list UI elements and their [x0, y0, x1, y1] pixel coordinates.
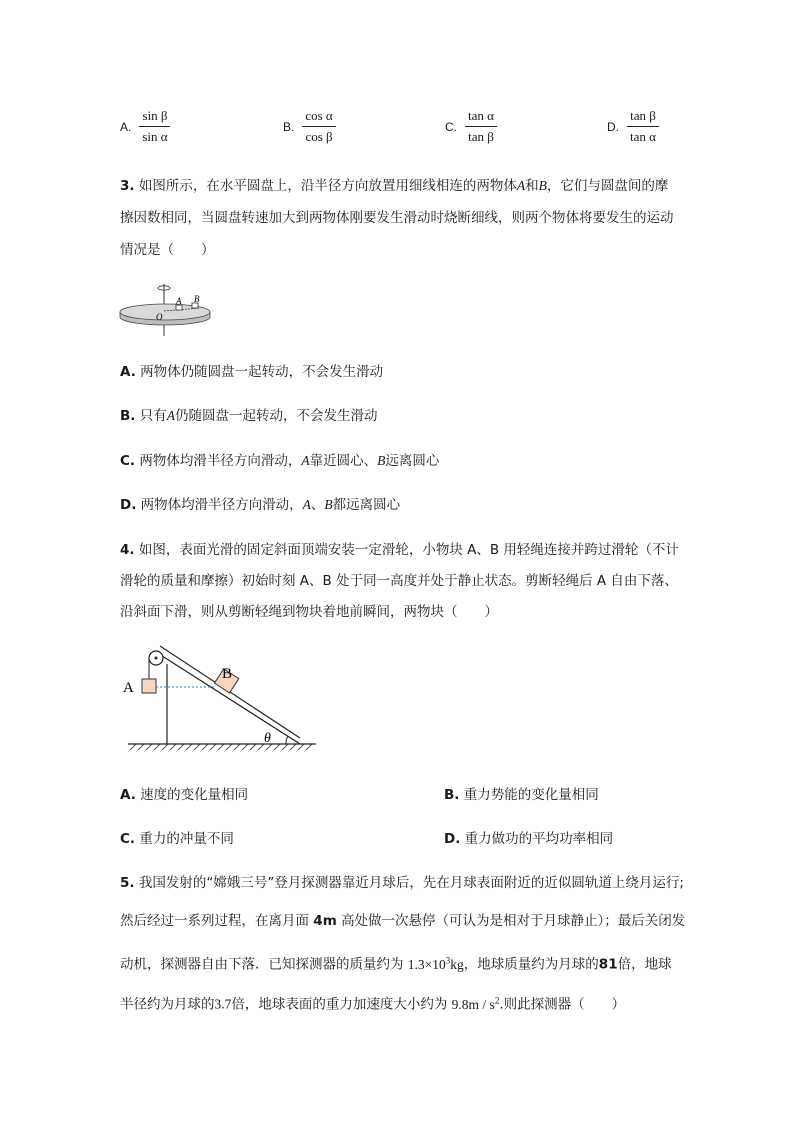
q2-option-c[interactable]: [445, 108, 497, 145]
question-number: 4.: [120, 542, 135, 558]
option-text: 仍随圆盘一起转动，不会发生滑动: [174, 408, 378, 424]
numerator: tan α: [465, 108, 497, 127]
label-b: B: [222, 666, 233, 682]
option-text: 远离圆心: [385, 453, 440, 469]
variable-a: A: [516, 178, 526, 193]
fraction: [465, 108, 497, 145]
mass-unit: kg: [450, 956, 464, 972]
variable-a: A: [302, 497, 311, 512]
option-text: 靠近圆心、: [309, 453, 378, 469]
ground-hatching: [130, 744, 312, 750]
q4-option-c[interactable]: [120, 829, 234, 849]
label-theta: θ: [264, 731, 271, 746]
option-label: D.: [607, 119, 619, 134]
pulley-axle: [155, 657, 158, 660]
mass-ratio: 81: [598, 956, 618, 973]
option-text: 两物体均滑半径方向滑动，: [139, 453, 302, 469]
q3-option-b[interactable]: [120, 406, 377, 426]
question-number: 3.: [120, 178, 135, 194]
q4-stem-line3: 沿斜面下滑，则从剪断轻绳到物块着地前瞬间，两物块（ ）: [120, 604, 498, 620]
denominator: cos β: [305, 129, 333, 144]
gravity-base: 9.8m / s: [451, 996, 495, 1012]
stem-text: .则此探测器（ ）: [499, 996, 626, 1013]
label-b: B: [194, 294, 200, 304]
option-text: 、: [310, 497, 325, 513]
q4-incline-figure: [118, 640, 323, 758]
q3-option-a[interactable]: [120, 362, 383, 382]
numerator: sin β: [139, 108, 170, 127]
stem-text: 半径约为月球的: [120, 996, 215, 1013]
option-text: 重力做功的平均功率相同: [464, 831, 614, 847]
q3-option-c[interactable]: [120, 451, 439, 471]
option-label: B.: [120, 408, 136, 424]
fraction: [302, 108, 335, 145]
q3-option-d[interactable]: [120, 495, 400, 515]
fraction: [139, 108, 170, 145]
q4-stem-line1: [120, 540, 679, 560]
stem-text: 我国发射的“嫦娥三号”登月探测器靠近月球后，先在月球表面附近的近似圆轨道上绕月运行;: [138, 875, 684, 891]
option-text: 只有: [139, 408, 167, 424]
mass-exponent: 3: [445, 955, 451, 965]
label-a: A: [123, 680, 134, 696]
option-label: D.: [444, 831, 461, 847]
option-text: 重力的冲量不同: [139, 831, 234, 847]
variable-b: B: [377, 453, 386, 468]
label-o: O: [156, 312, 163, 322]
option-label: C.: [120, 453, 136, 469]
q4-option-b[interactable]: [444, 785, 599, 805]
numerator: cos α: [302, 108, 335, 127]
label-a: A: [176, 296, 182, 306]
option-label: A.: [120, 787, 136, 803]
option-label: B.: [444, 787, 460, 803]
q4-option-a[interactable]: [120, 785, 248, 805]
option-label: C.: [120, 831, 136, 847]
option-text: 重力势能的变化量相同: [463, 787, 599, 803]
variable-a: A: [166, 408, 175, 423]
option-text: 速度的变化量相同: [140, 787, 249, 803]
q2-option-b[interactable]: [283, 108, 336, 145]
stem-text: 倍，地球: [617, 956, 672, 973]
option-label: C.: [445, 119, 457, 134]
radius-ratio: 3.7: [214, 996, 232, 1012]
q5-stem-line1: [120, 873, 684, 893]
q3-stem-line1: [120, 176, 668, 196]
option-label: A.: [120, 364, 136, 380]
q3-stem-line2: 擦因数相同，当圆盘转速加大到两物体刚要发生滑动时烧断细线，则两个物体将要发生的运动: [120, 210, 674, 226]
gravity-exponent: 2: [494, 995, 500, 1005]
mass-base: 1.3×10: [407, 956, 446, 972]
stem-text: ，地球质量约为月球的: [463, 956, 599, 973]
q4-stem-line2: 滑轮的质量和摩擦）初始时刻 A、B 处于同一高度并处于静止状态。剪断轻绳后 A 自由下落、: [120, 573, 678, 589]
question-number: 5.: [120, 875, 135, 891]
variable-b: B: [324, 497, 333, 512]
stem-text: 如图，表面光滑的固定斜面顶端安装一定滑轮，小物块 A、B 用轻绳连接并跨过滑轮（不计: [138, 542, 679, 558]
q2-option-d[interactable]: [607, 108, 659, 145]
q4-option-d[interactable]: [444, 829, 613, 849]
q5-stem-line4: [120, 990, 625, 1015]
q2-option-a[interactable]: [120, 108, 171, 145]
fraction: [627, 108, 659, 145]
variable-a: A: [301, 453, 310, 468]
q5-stem-line3: [120, 950, 672, 975]
stem-text: 动机，探测器自由下落．已知探测器的质量约为: [120, 956, 404, 973]
option-label: B.: [283, 119, 295, 134]
q5-stem-line2: [120, 911, 685, 931]
numerator: tan β: [627, 108, 659, 127]
mass-value: [408, 957, 464, 972]
stem-text: 和: [525, 178, 539, 194]
option-text: 两物体均滑半径方向滑动，: [140, 497, 303, 513]
height-value: 4m: [313, 913, 337, 929]
denominator: sin α: [142, 129, 168, 144]
stem-text: ，它们与圆盘间的摩: [546, 178, 669, 194]
stem-text: 然后经过一系列过程，在离月面: [120, 913, 309, 929]
gravity-value: [452, 997, 500, 1012]
option-label: A.: [120, 119, 132, 134]
variable-b: B: [538, 178, 547, 193]
block-a: [142, 679, 156, 693]
denominator: tan β: [468, 129, 494, 144]
stem-text: 如图所示，在水平圆盘上，沿半径方向放置用细线相连的两物体: [138, 178, 517, 194]
denominator: tan α: [630, 129, 656, 144]
option-label: D.: [120, 497, 137, 513]
option-text: 都远离圆心: [332, 497, 401, 513]
q3-stem-line3: 情况是（ ）: [120, 242, 215, 258]
option-text: 两物体仍随圆盘一起转动，不会发生滑动: [140, 364, 384, 380]
stem-text: 高处做一次悬停（可认为是相对于月球静止）；最后关闭发: [341, 913, 686, 929]
stem-text: 倍，地球表面的重力加速度大小约为: [231, 996, 448, 1013]
angle-arc: [286, 736, 288, 744]
q3-disc-figure: [118, 282, 218, 338]
